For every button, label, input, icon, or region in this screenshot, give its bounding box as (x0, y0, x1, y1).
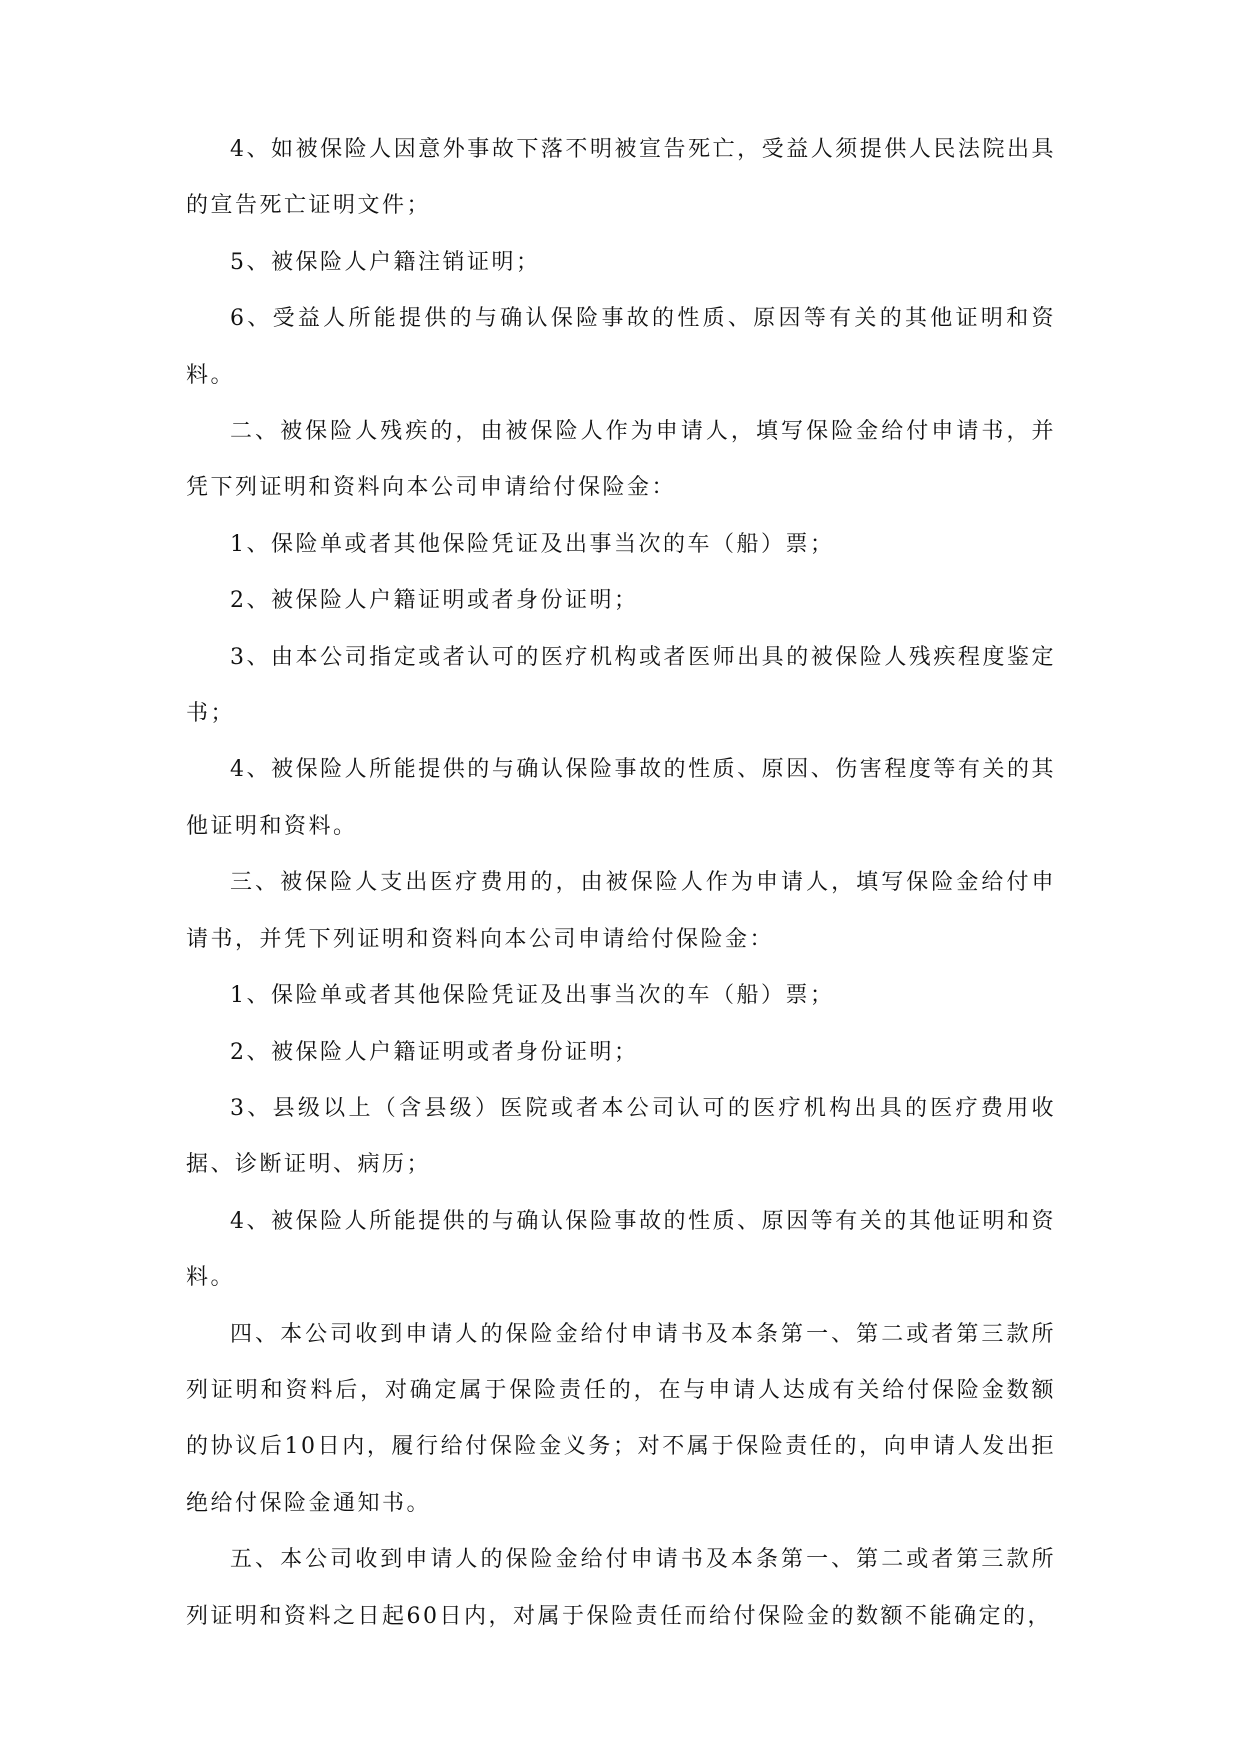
section-3-medical-expense-claim: 三、被保险人支出医疗费用的，由被保险人作为申请人，填写保险金给付申请书，并凭下列证明和资料向本公司申请给付保险金： (186, 870, 1056, 952)
section-5-sixty-day-clause: 五、本公司收到申请人的保险金给付申请书及本条第一、第二或者第三款所列证明和资料之日起60日内，对属于保险责任而给付保险金的数额不能确定的， (186, 1547, 1056, 1629)
document-page (186, 122, 1056, 1645)
section-2-item-4-other-proofs: 4、被保险人所能提供的与确认保险事故的性质、原因、伤害程度等有关的其他证明和资料。 (186, 757, 1056, 839)
section-2-item-1-policy-ticket: 1、保险单或者其他保险凭证及出事当次的车（船）票； (230, 531, 835, 557)
paragraph-6-beneficiary-other-proofs: 6、受益人所能提供的与确认保险事故的性质、原因等有关的其他证明和资料。 (186, 306, 1056, 388)
section-2-item-3-disability-appraisal: 3、由本公司指定或者认可的医疗机构或者医师出具的被保险人残疾程度鉴定书； (186, 644, 1056, 727)
section-3-item-1-policy-ticket: 1、保险单或者其他保险凭证及出事当次的车（船）票； (230, 983, 835, 1009)
paragraph-5-household-cancellation: 5、被保险人户籍注销证明； (230, 249, 541, 275)
section-3-item-4-other-proofs: 4、被保险人所能提供的与确认保险事故的性质、原因等有关的其他证明和资料。 (186, 1208, 1056, 1291)
section-4-payment-obligation: 四、本公司收到申请人的保险金给付申请书及本条第一、第二或者第三款所列证明和资料后，对确定属于保险责任的，在与申请人达成有关给付保险金数额的协议后10日内，履行给付保险金义务；对不属于保险责任的，向申请人发出拒绝给付保险金通知书。 (186, 1321, 1056, 1516)
section-2-item-2-identity-proof: 2、被保险人户籍证明或者身份证明； (230, 588, 639, 614)
section-3-item-2-identity-proof: 2、被保险人户籍证明或者身份证明； (230, 1039, 639, 1065)
paragraph-4-declared-death-proof: 4、如被保险人因意外事故下落不明被宣告死亡，受益人须提供人民法院出具的宣告死亡证明文件； (186, 137, 1056, 219)
section-3-item-3-medical-receipts: 3、县级以上（含县级）医院或者本公司认可的医疗机构出具的医疗费用收据、诊断证明、病历； (186, 1095, 1056, 1178)
section-2-disability-claim: 二、被保险人残疾的，由被保险人作为申请人，填写保险金给付申请书，并凭下列证明和资料向本公司申请给付保险金： (186, 419, 1056, 501)
